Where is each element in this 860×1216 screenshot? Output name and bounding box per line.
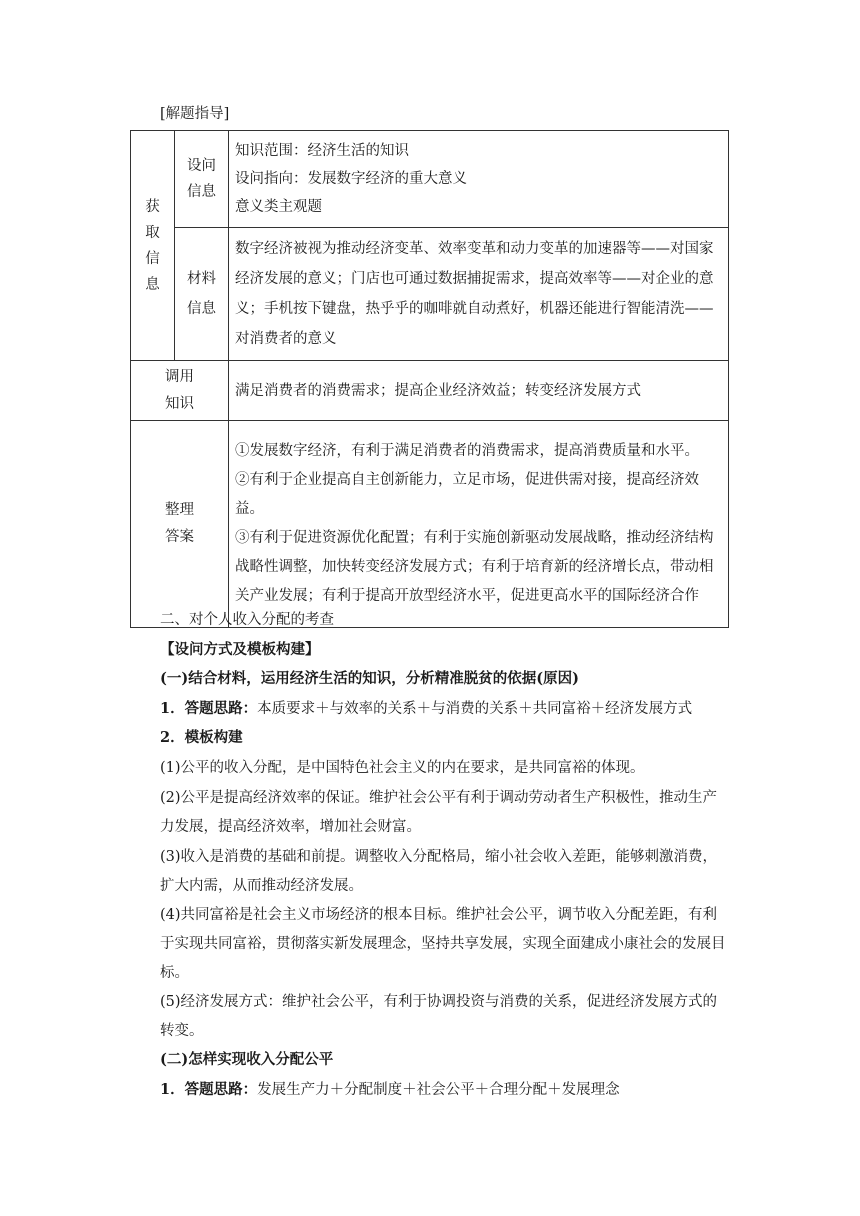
paragraph-2: (2)公平是提高经济效率的保证。维护社会公平有利于调动劳动者生产积极性，推动生产力发展，提高经济效率，增加社会财富。 [160,790,718,835]
q1-title: (一)结合材料，运用经济生活的知识，分析精准脱贫的依据(原因) [160,670,579,687]
q2-item-1-head: 1．答题思路： [160,1081,258,1098]
paragraph-1: (1)公平的收入分配，是中国特色社会主义的内在要求，是共同富裕的体现。 [160,760,645,776]
cell-knowledge-content [229,361,729,421]
model-title: 【设问方式及模板构建】 [160,641,320,658]
material-info-label: 材料信息 [187,271,216,317]
get-info-label: 获取信息 [145,198,160,293]
q1-item-1 [160,697,728,721]
q2-item-1 [160,1078,728,1102]
cell-knowledge [131,361,229,421]
cell-material-info [175,228,229,361]
cell-material-info-content [229,228,729,361]
q1-item-2-head: 2．模板构建 [160,729,243,746]
section-two-title: 二、对个人收入分配的考查 [160,612,334,628]
knowledge-text: 满足消费者的消费需求；提高企业经济效益；转变经济发展方式 [235,382,641,399]
q2-item-1-text: 发展生产力＋分配制度＋社会公平＋合理分配＋发展理念 [257,1082,620,1098]
guide-label: [解题指导] [160,106,230,122]
material-info-text: 数字经济被视为推动经济变革、效率变革和动力变革的加速器等——对国家经济发展的意义；门店也可通过数据捕捉需求，提高效率等——对企业的意义；手机按下键盘，热乎乎的咖啡就自动煮好，机器还能进行智能清洗——对消费者的意义 [235,241,714,347]
q2-title: (二)怎样实现收入分配公平 [160,1051,334,1068]
answer-label: 整理答案 [165,502,194,545]
question-info-line-1: 知识范围：经济生活的知识 [235,143,409,159]
answer-item-3: ③有利于促进资源优化配置；有利于实施创新驱动发展战略，推动经济结构战略性调整，加快转变经济发展方式；有利于培育新的经济增长点，带动相关产业发展；有利于提高开放型经济水平，促进更高水平的国际经济合作 [235,530,714,604]
paragraph-5: (5)经济发展方式：维护社会公平，有利于协调投资与消费的关系，促进经济发展方式的转变。 [160,994,718,1039]
knowledge-label: 调用知识 [165,368,194,412]
paragraph-4: (4)共同富裕是社会主义市场经济的根本目标。维护社会公平，调节收入分配差距，有利于实现共同富裕，贯彻落实新发展理念，坚持共享发展，实现全面建成小康社会的发展目标。 [160,907,726,981]
cell-answer [131,421,229,628]
question-info-line-2: 设问指向：发展数字经济的重大意义 [235,171,467,187]
cell-question-info-content [229,131,729,228]
q1-item-1-text: 本质要求＋与效率的关系＋与消费的关系＋共同富裕＋经济发展方式 [257,701,693,717]
guide-table [130,130,729,628]
cell-get-info [131,131,175,361]
answer-item-1: ①发展数字经济，有利于满足消费者的消费需求，提高消费质量和水平。 [235,443,699,459]
question-info-line-3: 意义类主观题 [235,199,322,215]
paragraph-3: (3)收入是消费的基础和前提。调整收入分配格局，缩小社会收入差距，能够刺激消费，扩大内需，从而推动经济发展。 [160,849,718,894]
cell-question-info [175,131,229,228]
question-info-label: 设问信息 [187,158,216,200]
q1-item-1-head: 1．答题思路： [160,700,258,717]
answer-item-2: ②有利于企业提高自主创新能力，立足市场，促进供需对接，提高经济效益。 [235,472,699,517]
cell-answer-content [229,421,729,628]
